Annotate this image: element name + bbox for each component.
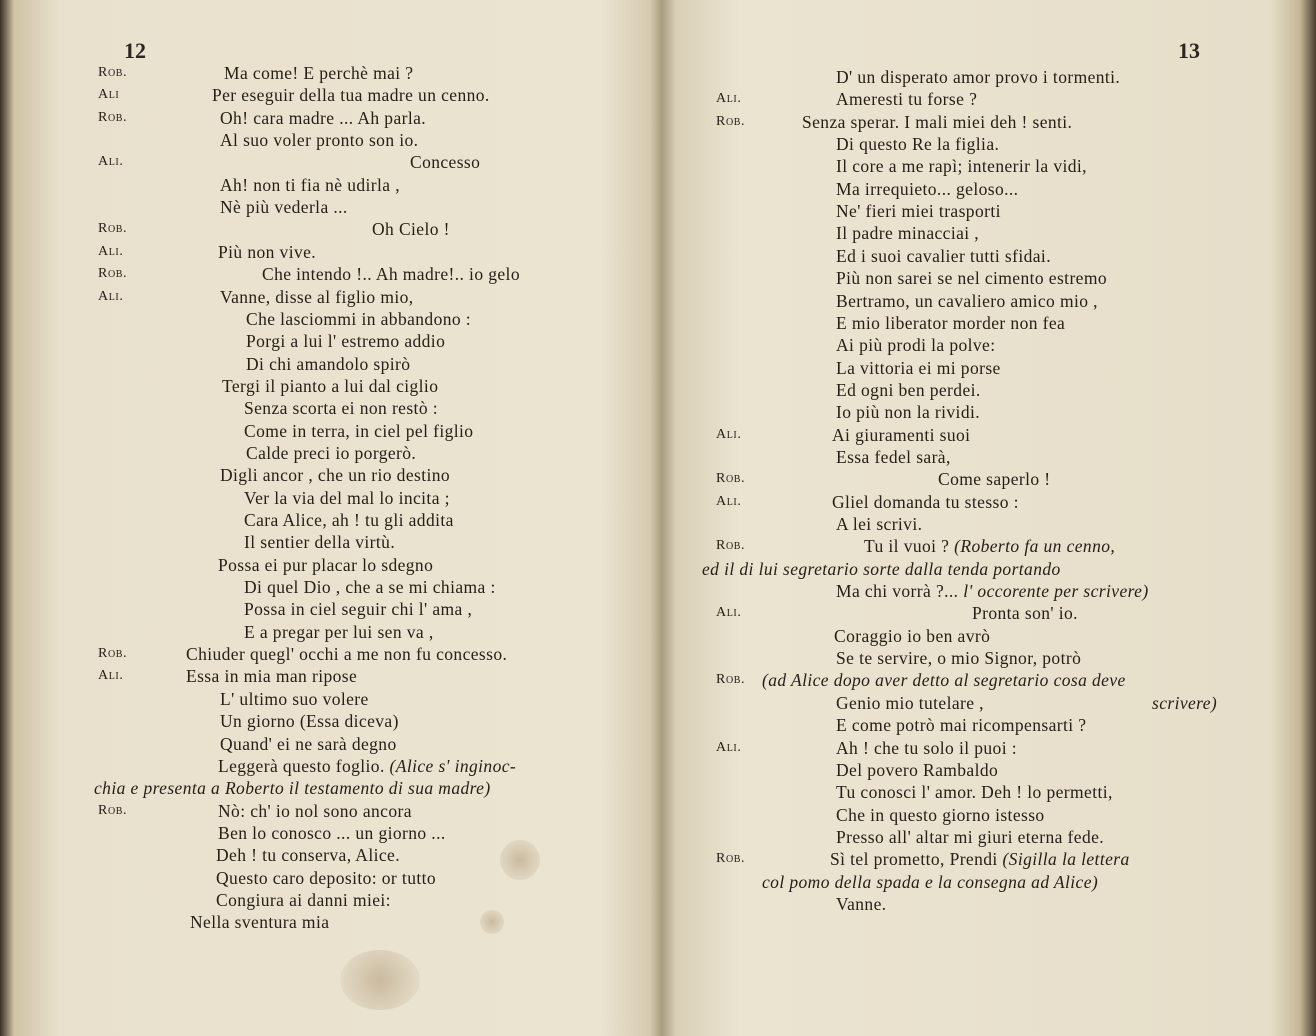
line-text: Vanne, disse al figlio mio, <box>220 286 414 307</box>
line-text: Ah ! che tu solo il puoi : <box>836 737 1018 758</box>
verse-line <box>246 353 410 375</box>
verse-line <box>836 804 1045 826</box>
line-text: Bertramo, un cavaliero amico mio , <box>836 290 1098 311</box>
verse-line <box>186 665 357 687</box>
line-text: Oh Cielo ! <box>372 219 450 240</box>
verse-line <box>938 468 1051 490</box>
verse-line <box>244 487 450 509</box>
verse-line <box>836 267 1107 289</box>
line-text: E come potrò mai ricompensarti ? <box>836 715 1087 736</box>
verse-line <box>216 867 436 889</box>
stage-direction: scrivere) <box>1152 692 1218 713</box>
line-text: D' un disperato amor provo i tormenti. <box>836 67 1121 87</box>
line-text: Gliel domanda tu stesso : <box>832 491 1019 512</box>
verse-line <box>216 844 400 866</box>
verse-line <box>836 781 1113 803</box>
verse-line <box>244 621 434 643</box>
line-text: Vanne. <box>836 893 887 914</box>
line-text: Quand' ei ne sarà degno <box>220 733 397 754</box>
line-text: Ah! non ti fia nè udirla , <box>220 174 401 195</box>
verse-line <box>186 643 507 665</box>
line-text: Se te servire, o mio Signor, potrò <box>836 648 1082 669</box>
verse-line <box>702 558 1061 580</box>
line-text: Possa in ciel seguir chi l' ama , <box>244 599 473 620</box>
line-text: Nè più vederla ... <box>220 197 348 218</box>
line-text: Di quel Dio , che a se mi chiama : <box>244 577 496 598</box>
stage-direction: (Alice s' inginoc- <box>389 755 517 776</box>
verse-line <box>246 330 445 352</box>
speaker-label: Rob. <box>98 266 128 282</box>
verse-line <box>836 334 995 356</box>
line-text: Di questo Re la figlia. <box>836 134 1000 155</box>
line-text: E mio liberator morder non fea <box>836 312 1066 333</box>
verse-line <box>220 464 450 486</box>
line-text: Senza sperar. I mali miei deh ! senti. <box>802 111 1073 132</box>
line-text: Concesso <box>410 152 481 173</box>
line-text: Il core a me rapì; intenerir la vidi, <box>836 156 1087 177</box>
line-text: A lei scrivi. <box>836 514 923 534</box>
line-text: Come in terra, in ciel pel figlio <box>244 420 474 441</box>
stage-direction: chia e presenta a Roberto il testamento di sua madre) <box>94 778 491 799</box>
line-text: Per eseguir della tua madre un cenno. <box>212 85 490 106</box>
verse-line <box>762 871 1098 893</box>
verse-line <box>244 598 472 620</box>
speaker-label: Rob. <box>98 646 128 662</box>
line-text: Ben lo conosco ... un giorno ... <box>218 822 446 843</box>
verse-line <box>262 263 520 285</box>
stage-direction: col pomo della spada e la consegna ad Alice) <box>762 871 1099 892</box>
verse-line <box>836 178 1018 200</box>
line-text: Tergi il pianto a lui dal ciglio <box>222 375 439 396</box>
line-text: Ma come! E perchè mai ? <box>224 63 414 83</box>
line-text: Ed i suoi cavalier tutti sfidai. <box>836 245 1051 266</box>
line-text: Ne' fieri miei trasporti <box>836 201 1001 222</box>
verse-line <box>218 800 412 822</box>
verse-line <box>190 911 329 933</box>
verse-line <box>244 531 395 553</box>
verse-line <box>836 66 1120 88</box>
verse-line <box>834 625 990 647</box>
verse-line <box>836 222 979 244</box>
line-text: Io più non la rividi. <box>836 402 981 423</box>
speaker-label: Rob. <box>716 851 746 867</box>
line-text: Questo caro deposito: or tutto <box>216 867 437 888</box>
speaker-label: Rob. <box>98 802 128 818</box>
speaker-label: Ali. <box>716 739 742 755</box>
line-text: Tu il vuoi ? <box>864 536 955 557</box>
line-text: Essa fedel sarà, <box>836 446 951 467</box>
verse-line <box>832 491 1019 513</box>
line-text: L' ultimo suo volere <box>220 688 369 709</box>
line-text: Congiura ai danni miei: <box>216 889 391 910</box>
verse-line <box>836 200 1001 222</box>
line-text: Cara Alice, ah ! tu gli addita <box>244 510 454 530</box>
verse-line <box>244 397 438 419</box>
line-text: Un giorno (Essa diceva) <box>220 711 399 732</box>
verse-line <box>224 62 413 84</box>
speaker-label: Ali <box>98 87 120 103</box>
line-text: Ai più prodi la polve: <box>836 335 996 356</box>
line-text: Pronta son' io. <box>972 603 1078 624</box>
verse-line <box>836 647 1081 669</box>
speaker-label: Ali. <box>98 243 124 259</box>
verse-line <box>218 554 433 576</box>
line-text: E a pregar per lui sen va , <box>244 621 434 642</box>
speaker-label: Ali. <box>716 426 742 442</box>
verse-line <box>220 107 426 129</box>
verse-line <box>244 576 496 598</box>
verse-line <box>836 357 1001 379</box>
speaker-label: Rob. <box>716 672 746 688</box>
line-text: Digli ancor , che un rio destino <box>220 465 451 486</box>
verse-line <box>244 509 454 531</box>
line-text: Ma irrequieto... geloso... <box>836 178 1019 199</box>
verse-line <box>830 848 1130 870</box>
verse-line <box>220 174 400 196</box>
line-text: Ameresti tu forse ? <box>836 89 978 110</box>
line-text: Che intendo !.. Ah madre!.. io gelo <box>262 264 520 285</box>
line-text: Più non vive. <box>218 241 317 262</box>
verse-line <box>220 196 348 218</box>
line-text: Più non sarei se nel cimento estremo <box>836 268 1108 289</box>
verse-line <box>218 241 316 263</box>
line-text: Oh! cara madre ... Ah parla. <box>220 107 427 128</box>
line-text: Coraggio io ben avrò <box>834 625 991 646</box>
line-text: Che in questo giorno istesso <box>836 804 1045 825</box>
line-text: Come saperlo ! <box>938 469 1051 490</box>
verse-line <box>94 777 491 799</box>
verse-line <box>836 88 977 110</box>
line-text: Ed ogni ben perdei. <box>836 379 981 400</box>
verse-line <box>244 420 473 442</box>
stage-direction: (Sigilla la lettera <box>1002 849 1130 870</box>
line-text: Di chi amandolo spirò <box>246 353 411 374</box>
speaker-label: Ali. <box>716 493 742 509</box>
verse-line <box>220 733 397 755</box>
verse-line <box>836 714 1086 736</box>
speaker-label: Ali. <box>98 154 124 170</box>
verse-line <box>836 245 1051 267</box>
line-text: Ai giuramenti suoi <box>832 424 971 445</box>
verse-line <box>836 379 981 401</box>
speaker-label: Rob. <box>98 65 128 80</box>
verse-line <box>372 218 450 240</box>
stage-direction: ed il di lui segretario sorte dalla tenda portando <box>702 558 1061 579</box>
verse-line <box>218 822 446 844</box>
verse-line <box>836 580 1149 602</box>
line-text: Che lasciommi in abbandono : <box>246 308 472 329</box>
right-page <box>662 0 1316 1036</box>
stage-direction: l' occorente per scrivere) <box>963 581 1149 602</box>
speaker-label: Ali. <box>98 288 124 304</box>
verse-line <box>836 290 1098 312</box>
line-text: Nella sventura mia <box>190 912 330 933</box>
speaker-label: Rob. <box>716 538 746 554</box>
line-text: Nò: ch' io nol sono ancora <box>218 800 412 821</box>
line-text: Deh ! tu conserva, Alice. <box>216 845 400 866</box>
verse-line <box>246 308 471 330</box>
line-text: Calde preci io porgerò. <box>246 442 417 463</box>
verse-line <box>836 446 951 468</box>
verse-line <box>836 737 1017 759</box>
line-text: Al suo voler pronto son io. <box>220 130 419 151</box>
line-text: La vittoria ei mi porse <box>836 357 1001 378</box>
stage-direction: (ad Alice dopo aver detto al segretario cosa deve <box>762 670 1126 691</box>
verse-line <box>836 893 887 915</box>
verse-line <box>836 133 999 155</box>
line-text: Leggerà questo foglio. <box>218 755 390 776</box>
verse-line <box>836 312 1065 334</box>
speaker-label: Rob. <box>98 109 128 125</box>
verse-line <box>836 759 998 781</box>
stage-direction: (Roberto fa un cenno, <box>954 536 1116 557</box>
verse-line <box>802 111 1072 133</box>
verse-line <box>220 688 369 710</box>
verse-line <box>836 692 984 714</box>
verse-line <box>836 513 922 535</box>
verse-line <box>220 129 418 151</box>
speaker-label: Rob. <box>716 471 746 487</box>
page-number: 12 <box>124 38 146 63</box>
verse-line <box>836 401 980 423</box>
verse-line <box>762 669 1126 691</box>
line-text: Del povero Rambaldo <box>836 759 999 780</box>
line-text: Presso all' altar mi giuri eterna fede. <box>836 826 1105 847</box>
speaker-label: Ali. <box>716 605 742 621</box>
line-text: Il sentier della virtù. <box>244 532 396 553</box>
line-text: Chiuder quegl' occhi a me non fu concesso. <box>186 644 508 665</box>
verse-line <box>832 424 970 446</box>
verse-line <box>864 535 1115 557</box>
speaker-label: Ali. <box>98 668 124 684</box>
verse-line <box>212 84 490 106</box>
speaker-label: Rob. <box>716 113 746 129</box>
page-number: 13 <box>1178 38 1200 63</box>
verse-line <box>222 375 438 397</box>
verse-line <box>836 155 1087 177</box>
verse-line <box>220 710 399 732</box>
line-text: Possa ei pur placar lo sdegno <box>218 554 434 575</box>
line-text: Ver la via del mal lo incita ; <box>244 487 450 508</box>
verse-line <box>218 755 516 777</box>
verse-line <box>246 442 416 464</box>
line-text: Porgi a lui l' estremo addio <box>246 331 446 352</box>
verse-line <box>216 889 391 911</box>
speaker-label: Ali. <box>716 91 742 107</box>
verse-line <box>972 602 1078 624</box>
line-text: Genio mio tutelare , <box>836 692 984 713</box>
verse-line <box>836 826 1104 848</box>
line-text: Ma chi vorrà ?... <box>836 581 964 602</box>
verse-line <box>410 151 480 173</box>
line-text: Tu conosci l' amor. Deh ! lo permetti, <box>836 782 1113 803</box>
verse-line <box>220 286 414 308</box>
line-text: Il padre minacciai , <box>836 223 980 244</box>
line-text: Sì tel prometto, Prendi <box>830 849 1003 870</box>
speaker-label: Rob. <box>98 221 128 237</box>
line-text: Senza scorta ei non restò : <box>244 398 439 419</box>
line-text: Essa in mia man ripose <box>186 666 358 687</box>
